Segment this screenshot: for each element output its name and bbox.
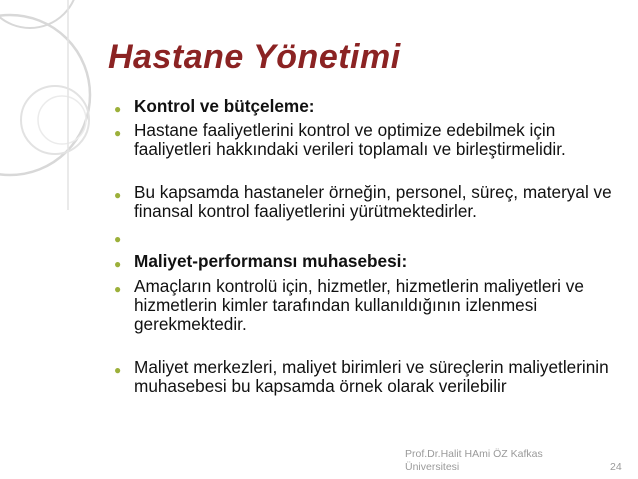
- bullet-dot-icon: ●: [114, 232, 122, 246]
- bullet-dot-icon: ●: [114, 257, 122, 271]
- bullet-item: [112, 252, 622, 271]
- bullet-list: [112, 97, 622, 396]
- bullet-item: [112, 183, 622, 221]
- bullet-text: [134, 226, 139, 246]
- bullet-dot-icon: ●: [114, 282, 122, 296]
- bullet-dot-icon: ●: [114, 188, 122, 202]
- bullet-text: Maliyet-performansı muhasebesi:: [134, 251, 408, 271]
- page-number: 24: [610, 461, 622, 473]
- decorative-circles: [0, 0, 110, 479]
- bullet-item: [112, 121, 622, 159]
- bullet-dot-icon: ●: [114, 102, 122, 116]
- footer-author: Prof.Dr.Halit HAmi ÖZ Kafkas Üniversitesi: [405, 448, 543, 473]
- decor-circle-large: [0, 15, 90, 175]
- bullet-dot-icon: ●: [114, 126, 122, 140]
- decor-circle-inner: [38, 96, 86, 144]
- bullet-text: Hastane faaliyetlerini kontrol ve optimize edebilmek için faaliyetleri hakkındaki verileri toplamalı ve birleştirmelidir.: [134, 120, 566, 159]
- bullet-text: Amaçların kontrolü için, hizmetler, hizmetlerin maliyetleri ve hizmetlerin kimler tarafından kullanıldığının izlenmesi gerekmektedir.: [134, 276, 584, 334]
- bullet-text: Maliyet merkezleri, maliyet birimleri ve süreçlerin maliyetlerinin muhasebesi bu kapsamda örnek olarak verilebilir: [134, 357, 609, 396]
- decor-circle-small: [21, 86, 89, 154]
- bullet-item-empty: [112, 227, 622, 246]
- bullet-item: [112, 277, 622, 334]
- bullet-text: Bu kapsamda hastaneler örneğin, personel, süreç, materyal ve finansal kontrol faaliyetlerini yürütmektedirler.: [134, 182, 612, 221]
- slide-title: Hastane Yönetimi: [108, 38, 401, 76]
- bullet-dot-icon: ●: [114, 363, 122, 377]
- bullet-text: Kontrol ve bütçeleme:: [134, 96, 315, 116]
- bullet-item: [112, 97, 622, 116]
- bullet-item: [112, 358, 622, 396]
